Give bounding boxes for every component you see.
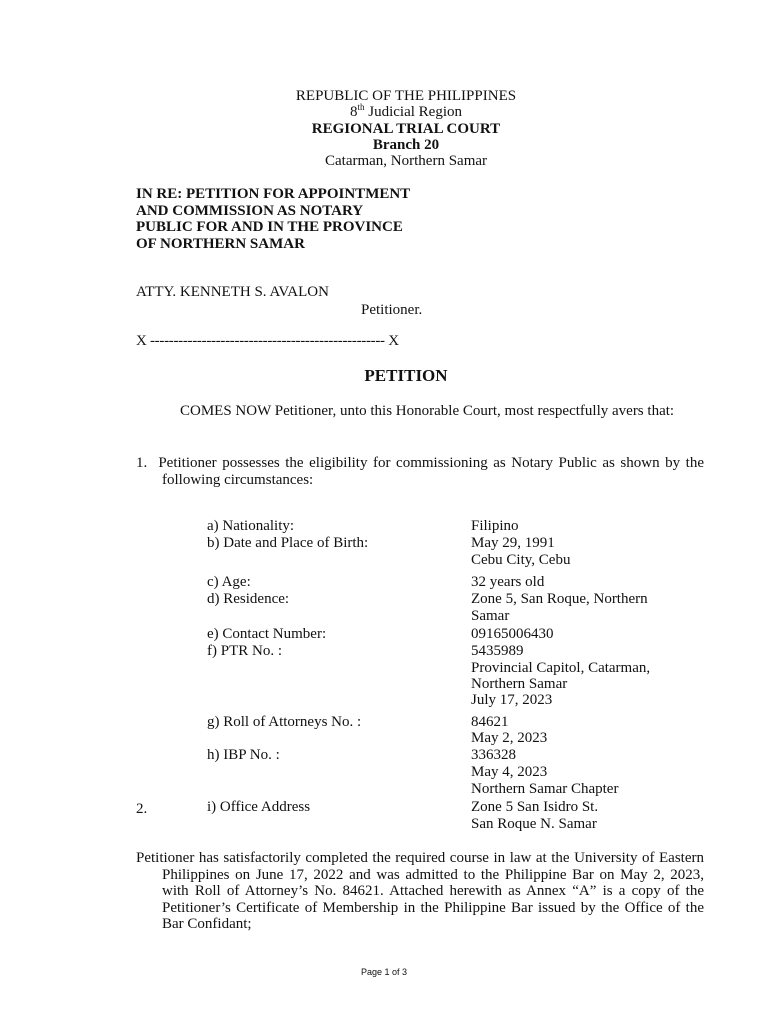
residence-value-line-1: Zone 5, San Roque, Northern (471, 591, 648, 607)
contact-value: 09165006430 (471, 626, 554, 642)
ibp-chapter-value: Northern Samar Chapter (471, 781, 619, 797)
petitioner-name: ATTY. KENNETH S. AVALON (136, 284, 329, 300)
page-number: Page 1 of 3 (360, 967, 408, 977)
ptr-label: f) PTR No. : (207, 643, 282, 659)
nationality-label: a) Nationality: (207, 518, 295, 534)
ibp-label: h) IBP No. : (207, 747, 280, 763)
education-paragraph: Petitioner has satisfactorily completed the required course in law at the University of Eastern Philippines on June 17, 2022 and was admitted to the Philippine Bar on May 2, 2023, with Roll of Attorney’s No. 84621. Attached herewith as Annex “A” is a copy of the Petitioner’s Certificate of Membership in the Philippine Bar issued by the Office of the Bar Confidant; (136, 850, 704, 932)
residence-value-line-2: Samar (471, 608, 510, 624)
court-location: Catarman, Northern Samar (324, 153, 488, 169)
caption-line: IN RE: PETITION FOR APPOINTMENT (136, 186, 411, 202)
age-value: 32 years old (471, 574, 545, 590)
office-address-line-1: Zone 5 San Isidro St. (471, 799, 599, 815)
ptr-place-line-1: Provincial Capitol, Catarman, (471, 660, 651, 676)
roll-label: g) Roll of Attorneys No. : (207, 714, 362, 730)
caption-line: AND COMMISSION AS NOTARY (136, 202, 364, 219)
residence-label: d) Residence: (207, 591, 290, 607)
birth-label: b) Date and Place of Birth: (207, 535, 369, 551)
ptr-date-value: July 17, 2023 (471, 692, 553, 708)
office-label: i) Office Address (207, 799, 311, 815)
birth-place-value: Cebu City, Cebu (471, 552, 571, 568)
intro-paragraph: COMES NOW Petitioner, unto this Honorable Court, most respectfully avers that: (180, 403, 675, 419)
caption-line: OF NORTHERN SAMAR (136, 235, 305, 252)
birth-date-value: May 29, 1991 (471, 535, 555, 551)
ibp-date-value: May 4, 2023 (471, 764, 548, 780)
nationality-value: Filipino (471, 518, 519, 534)
caption-line: PUBLIC FOR AND IN THE PROVINCE (136, 219, 403, 235)
republic-heading: REPUBLIC OF THE PHILIPPINES (295, 88, 517, 104)
ibp-number-value: 336328 (471, 747, 516, 763)
court-name: REGIONAL TRIAL COURT (311, 121, 501, 137)
item-1-paragraph: 1. Petitioner possesses the eligibility for commissioning as Notary Public as shown by the following circumstances: (136, 455, 704, 488)
roll-number-value: 84621 (471, 714, 509, 730)
caption-separator: X -------------------------------------------------- X (136, 333, 399, 349)
item-2-number: 2. (136, 801, 148, 817)
case-caption (136, 186, 466, 252)
contact-label: e) Contact Number: (207, 626, 327, 642)
ptr-place-line-2: Northern Samar (471, 676, 568, 692)
judicial-region: 8th Judicial Region (349, 102, 462, 120)
branch-number: Branch 20 (372, 137, 440, 153)
petitioner-role: Petitioner. (361, 302, 423, 318)
roll-date-value: May 2, 2023 (471, 730, 548, 746)
document-title: PETITION (364, 366, 448, 385)
office-address-line-2: San Roque N. Samar (471, 816, 597, 832)
ptr-number-value: 5435989 (471, 643, 524, 659)
age-label: c) Age: (207, 574, 251, 590)
